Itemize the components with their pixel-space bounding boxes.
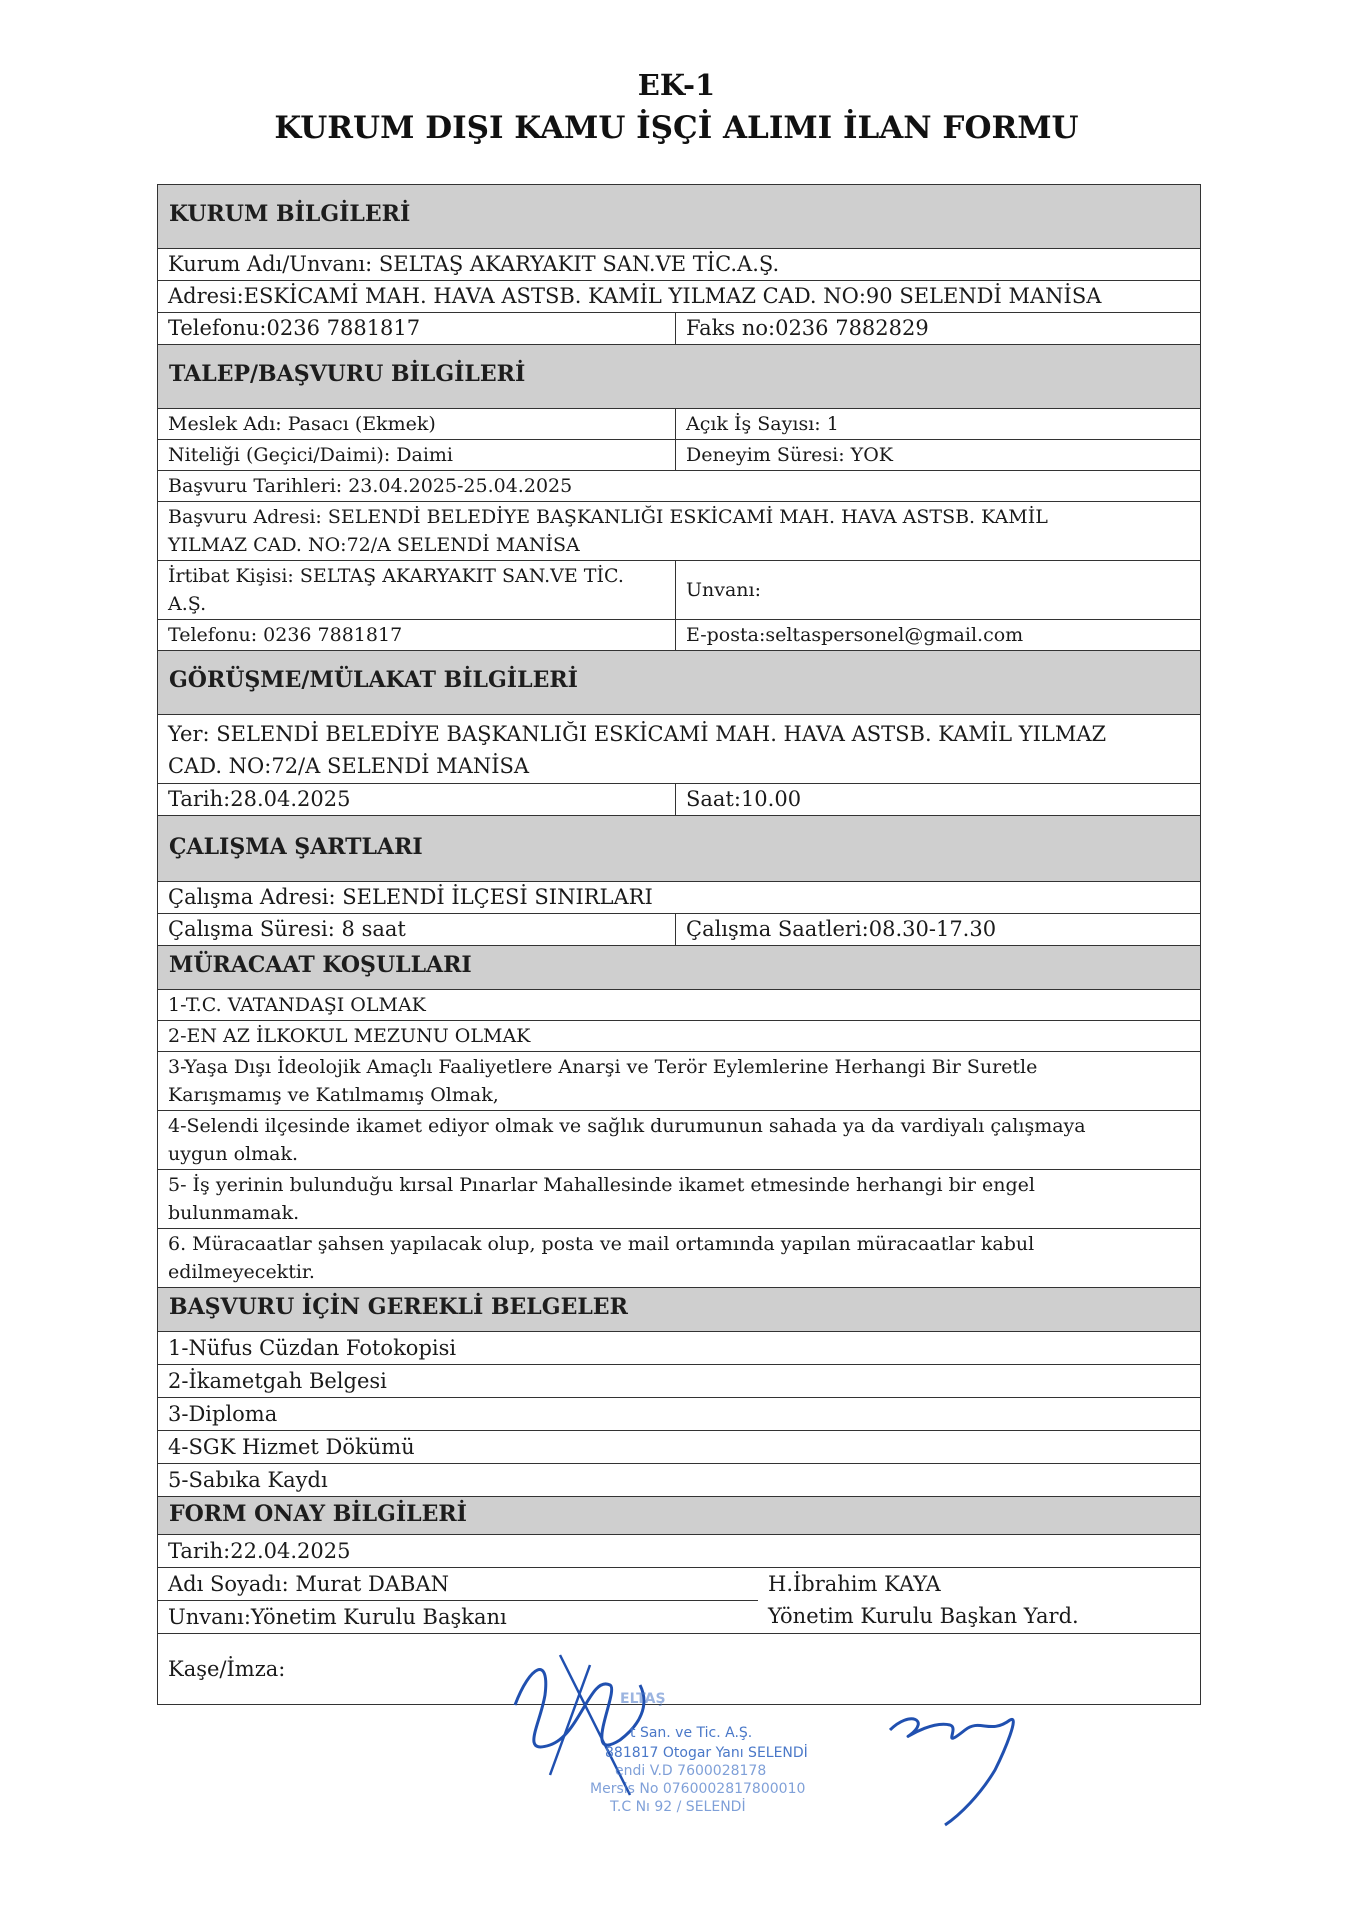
kosul-2: 2-EN AZ İLKOKUL MEZUNU OLMAK	[168, 1025, 531, 1047]
belge-2: 2-İkametgah Belgesi	[168, 1369, 387, 1393]
onay-unvani: Unvanı:Yönetim Kurulu Başkanı	[158, 1600, 758, 1633]
document-title-code: EK-1	[637, 68, 716, 102]
belge-3: 3-Diploma	[168, 1402, 278, 1426]
kosul-6-line1: 6. Müracaatlar şahsen yapılacak olup, posta ve mail ortamında yapılan müracaatlar kabul	[168, 1233, 1035, 1255]
talep-iletisim-row	[158, 620, 1200, 651]
calisma-adresi: Çalışma Adresi: SELENDİ İLÇESİ SINIRLARI	[168, 885, 653, 909]
nitelik-row	[158, 440, 1200, 471]
stamp-logo-text: ELTAŞ	[620, 1691, 666, 1707]
kosul-5-line2: bulunmamak.	[168, 1202, 300, 1224]
irtibat-unvani-label: Unvanı:	[686, 579, 762, 601]
belge-4-row	[158, 1431, 1200, 1464]
kase-imza-label: Kaşe/İmza:	[168, 1656, 286, 1681]
section-muracaat-kosullari: MÜRACAAT KOŞULLARI	[158, 946, 1200, 990]
section-calisma-sartlari: ÇALIŞMA ŞARTLARI	[158, 816, 1200, 882]
signature-2	[880, 1690, 1050, 1830]
stamp-line-5: T.C Nı 92 / SELENDİ	[610, 1799, 746, 1815]
belge-5: 5-Sabıka Kaydı	[168, 1468, 328, 1492]
belge-3-row	[158, 1398, 1200, 1431]
kosul-1-row	[158, 990, 1200, 1021]
kosul-3-row	[158, 1052, 1200, 1111]
kosul-3	[158, 1052, 1200, 1110]
kosul-4-line1: 4-Selendi ilçesinde ikamet ediyor olmak ve sağlık durumunun sahada ya da vardiyalı çalışmaya	[168, 1115, 1086, 1137]
company-stamp	[490, 1645, 910, 1825]
kosul-6	[158, 1229, 1200, 1287]
kosul-5-line1: 5- İş yerinin bulunduğu kırsal Pınarlar Mahallesinde ikamet etmesinde herhangi bir engel	[168, 1174, 1035, 1196]
onay-tarih: Tarih:22.04.2025	[168, 1539, 351, 1563]
basvuru-adresi-line2: YILMAZ CAD. NO:72/A SELENDİ MANİSA	[168, 534, 580, 556]
talep-telefon: Telefonu: 0236 7881817	[158, 620, 676, 650]
kurum-telefon: Telefonu:0236 7881817	[158, 313, 676, 344]
irtibat-kisisi-line2: A.Ş.	[168, 593, 207, 615]
kosul-2-row	[158, 1021, 1200, 1052]
stamp-line-3: endi V.D 7600028178	[615, 1763, 767, 1779]
kosul-4-line2: uygun olmak.	[168, 1143, 299, 1165]
kosul-3-line2: Karışmamış ve Katılmamış Olmak,	[168, 1084, 499, 1106]
calisma-adresi-row	[158, 882, 1200, 914]
section-form-onay: FORM ONAY BİLGİLERİ	[158, 1497, 1200, 1535]
stamp-line-4: Mersis No 0760002817800010	[590, 1781, 806, 1797]
talep-eposta: E-posta:seltaspersonel@gmail.com	[686, 624, 1024, 646]
basvuru-tarihleri-row	[158, 471, 1200, 502]
kurum-adi: Kurum Adı/Unvanı: SELTAŞ AKARYAKIT SAN.VE TİC.A.Ş.	[168, 252, 780, 276]
onay-adi-soyadi: Adı Soyadı: Murat DABAN	[168, 1572, 449, 1596]
stamp-line-1: t San. ve Tic. A.Ş.	[630, 1725, 753, 1741]
belge-2-row	[158, 1365, 1200, 1398]
belge-5-row	[158, 1464, 1200, 1497]
mulakat-tarih: Tarih:28.04.2025	[158, 784, 676, 815]
irtibat-row	[158, 561, 1200, 620]
kurum-faks: Faks no:0236 7882829	[686, 316, 929, 340]
kosul-1: 1-T.C. VATANDAŞI OLMAK	[168, 994, 426, 1016]
kosul-4	[158, 1111, 1200, 1169]
kosul-6-line2: edilmeyecektir.	[168, 1261, 315, 1283]
calisma-saatleri: Çalışma Saatleri:08.30-17.30	[686, 917, 997, 941]
mulakat-yer-line2: CAD. NO:72/A SELENDİ MANİSA	[168, 754, 530, 778]
section-mulakat: GÖRÜŞME/MÜLAKAT BİLGİLERİ	[158, 651, 1200, 715]
kurum-adi-row	[158, 249, 1200, 281]
meslek-adi: Meslek Adı: Pasacı (Ekmek)	[158, 409, 676, 439]
belge-4: 4-SGK Hizmet Dökümü	[168, 1435, 415, 1459]
announcement-form	[157, 184, 1201, 1705]
kurum-adres: Adresi:ESKİCAMİ MAH. HAVA ASTSB. KAMİL YILMAZ CAD. NO:90 SELENDİ MANİSA	[168, 284, 1102, 308]
onay-adi-row	[158, 1568, 1200, 1600]
kurum-iletisim-row	[158, 313, 1200, 345]
meslek-row	[158, 409, 1200, 440]
niteligi: Niteliği (Geçici/Daimi): Daimi	[158, 440, 676, 470]
onay-ad-2: H.İbrahim KAYA	[768, 1572, 941, 1596]
basvuru-adresi	[158, 502, 1200, 560]
basvuru-adresi-line1: Başvuru Adresi: SELENDİ BELEDİYE BAŞKANLIĞI ESKİCAMİ MAH. HAVA ASTSB. KAMİL	[168, 506, 1048, 528]
kosul-3-line1: 3-Yaşa Dışı İdeolojik Amaçlı Faaliyetlere Anarşi ve Terör Eylemlerine Herhangi Bir Suretle	[168, 1056, 1038, 1078]
irtibat-kisisi-line1: İrtibat Kişisi: SELTAŞ AKARYAKIT SAN.VE TİC.	[168, 565, 624, 587]
onay-tarih-row	[158, 1535, 1200, 1568]
mulakat-yer-line1: Yer: SELENDİ BELEDİYE BAŞKANLIĞI ESKİCAMİ MAH. HAVA ASTSB. KAMİL YILMAZ	[168, 722, 1107, 746]
kosul-6-row	[158, 1229, 1200, 1288]
stamp-line-2: 881817 Otogar Yanı SELENDİ	[605, 1745, 808, 1761]
mulakat-zaman-row	[158, 784, 1200, 816]
acik-is-sayisi: Açık İş Sayısı: 1	[686, 413, 839, 435]
kosul-4-row	[158, 1111, 1200, 1170]
onay-unvan-2: Yönetim Kurulu Başkan Yard.	[768, 1604, 1079, 1628]
basvuru-tarihleri: Başvuru Tarihleri: 23.04.2025-25.04.2025	[168, 475, 573, 497]
calisma-suresi: Çalışma Süresi: 8 saat	[158, 914, 676, 945]
section-talep-basvuru: TALEP/BAŞVURU BİLGİLERİ	[158, 345, 1200, 409]
belge-1-row	[158, 1332, 1200, 1365]
onay-unvan-row	[158, 1600, 1200, 1634]
kosul-5	[158, 1170, 1200, 1228]
document-title: KURUM DIŞI KAMU İŞÇİ ALIMI İLAN FORMU	[274, 110, 1079, 146]
mulakat-yer-row	[158, 715, 1200, 784]
mulakat-yer	[158, 715, 1200, 783]
signature-1	[515, 1670, 644, 1747]
deneyim-suresi: Deneyim Süresi: YOK	[686, 444, 893, 466]
irtibat-unvani	[676, 561, 1200, 619]
mulakat-saat: Saat:10.00	[686, 787, 802, 811]
section-gerekli-belgeler: BAŞVURU İÇİN GEREKLİ BELGELER	[158, 1288, 1200, 1332]
section-kurum-bilgileri: KURUM BİLGİLERİ	[158, 185, 1200, 249]
calisma-sure-row	[158, 914, 1200, 946]
kurum-adres-row	[158, 281, 1200, 313]
irtibat-kisisi	[158, 561, 676, 619]
kosul-5-row	[158, 1170, 1200, 1229]
basvuru-adresi-row	[158, 502, 1200, 561]
belge-1: 1-Nüfus Cüzdan Fotokopisi	[168, 1336, 457, 1360]
